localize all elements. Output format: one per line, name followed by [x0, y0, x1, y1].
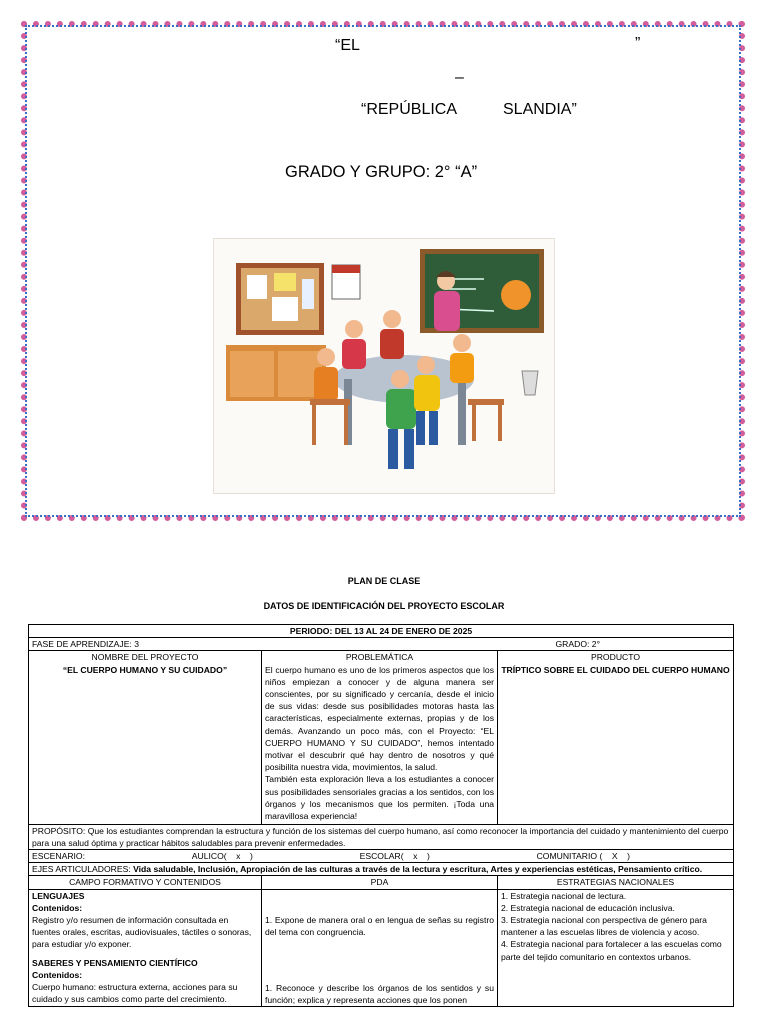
- periodo-value: : DEL 13 AL 24 DE ENERO DE 2025: [329, 626, 473, 636]
- plan-title: PLAN DE CLASE: [347, 576, 421, 586]
- col-header-problematica: PROBLEMÁTICA: [345, 652, 414, 663]
- problematica-text-1: El cuerpo humano es uno de los primeros aspectos que los niños empiezan a conocer y de alguna manera ser conscientes, por su significado y cercanía, desde el inicio de sus vidas: desde sus posibilidades motoras hasta las características, especialmente externas, propias y de los demás. Avanzando un poco más, con el Proyecto: “EL CUERPO HUMANO Y SU CUIDADO”, hemos intentado motivar el descubrir qué hay dentro de nosotros y qué posibilita nuestra vida, movimientos, la salud.: [265, 664, 494, 773]
- pda-cell: [262, 889, 498, 1007]
- escenario-label: ESCENARIO:: [32, 851, 86, 862]
- grado: GRADO: 2°: [555, 639, 601, 650]
- campo-lenguajes-title: LENGUAJES: [32, 890, 85, 901]
- col-header-pda: PDA: [262, 876, 498, 889]
- col-header-producto: PRODUCTO: [498, 651, 734, 664]
- table-row: [29, 876, 734, 889]
- ejes-cell: [29, 863, 734, 876]
- problematica-cell: [262, 651, 498, 824]
- cover-school-name-a: “REPÚBLICA: [361, 101, 458, 118]
- producto: TRÍPTICO SOBRE EL CUIDADO DEL CUERPO HUMANO: [498, 664, 734, 825]
- list-item: 4. Estrategia nacional para fortalecer a las escuelas como parte del tejido comunitario en contextos urbanos.: [501, 939, 722, 962]
- cover-grade-group: GRADO Y GRUPO: 2° “A”: [285, 163, 478, 181]
- list-item: 2. Estrategia nacional de educación inclusiva.: [501, 902, 675, 913]
- cover-title-line1-end: ”: [635, 35, 641, 52]
- pda-item-2: 1. Reconoce y describe los órganos de los sentidos y su función; explica y representa acciones que los ponen: [265, 983, 494, 1006]
- escenario-cell: [29, 850, 734, 863]
- col-header-campo: CAMPO FORMATIVO Y CONTENIDOS: [29, 876, 262, 889]
- table-row: [29, 638, 734, 651]
- campo-saberes-title: SABERES Y PENSAMIENTO CIENTÍFICO: [32, 957, 198, 968]
- escenario-escolar: ESCOLAR( x ): [359, 851, 430, 862]
- classroom-illustration: [213, 238, 555, 494]
- periodo-label: PERIODO: [289, 626, 330, 636]
- escenario-comunitario: COMUNITARIO ( X ): [536, 851, 631, 862]
- table-row: [29, 625, 734, 638]
- proposito: PROPÓSITO: Que los estudiantes comprendan la estructura y función de los sistemas del cuerpo humano, así como reconocer la importancia del cuidado y mantenimiento del cuerpo para una salud óptima y practicar hábitos saludables para prevenir enfermedades.: [29, 824, 734, 849]
- table-row: [29, 824, 734, 849]
- campo-lenguajes-text: Registro y/o resumen de información consultada en fuentes orales, escritas, audiovisuales, táctiles o sonoras, para estudiar y/o exponer.: [32, 915, 252, 950]
- list-item: 3. Estrategia nacional con perspectiva de género para mantener a las escuelas libres de violencia y acoso.: [501, 915, 707, 938]
- cover-title-line2: –: [455, 69, 464, 86]
- escenario-aulico: AULICO( x ): [191, 851, 253, 862]
- cover-school-name-b: SLANDIA”: [503, 101, 577, 118]
- cover-title-line1: “EL: [335, 37, 360, 54]
- campo-cell: [29, 889, 262, 1007]
- contenidos-label-1: Contenidos:: [32, 902, 83, 913]
- campo-saberes-text: Cuerpo humano: estructura externa, acciones para su cuidado y sus cambios como parte del crecimiento.: [32, 982, 238, 1005]
- fase-aprendizaje: FASE DE APRENDIZAJE: 3: [32, 639, 139, 650]
- periodo-cell: [29, 625, 734, 638]
- fase-grado-cell: [29, 638, 734, 651]
- col-header-estrategias: ESTRATEGIAS NACIONALES: [498, 876, 734, 889]
- contenidos-label-2: Contenidos:: [32, 969, 83, 980]
- list-item: 1. Estrategia nacional de lectura.: [501, 890, 627, 901]
- table-row: [29, 889, 734, 1007]
- table-row: [29, 850, 734, 863]
- problematica-text-2: También esta exploración lleva a los estudiantes a conocer sus posibilidades sensoriales gracias a los sentidos, con los órganos y los mecanismos que los permiten. ¡Toda una maravillosa experiencia!: [265, 774, 494, 822]
- plan-subtitle: DATOS DE IDENTIFICACIÓN DEL PROYECTO ESCOLAR: [263, 601, 505, 611]
- table-row: [29, 863, 734, 876]
- ejes-value: Vida saludable, Inclusión, Apropiación de las culturas a través de la lectura y escritura, Artes y experiencias estéticas, Pensamiento crítico.: [133, 864, 703, 875]
- pda-item-1: 1. Expone de manera oral o en lengua de señas su registro del tema con congruencia.: [265, 914, 494, 937]
- estrategias-cell: [498, 889, 734, 1007]
- col-header-nombre: NOMBRE DEL PROYECTO: [29, 651, 262, 664]
- table-row: [29, 651, 734, 664]
- ejes-label: EJES ARTICULADORES:: [32, 864, 134, 875]
- nombre-proyecto: “EL CUERPO HUMANO Y SU CUIDADO”: [29, 664, 262, 825]
- estrategias-list: [501, 890, 730, 963]
- project-data-table: [28, 624, 734, 1007]
